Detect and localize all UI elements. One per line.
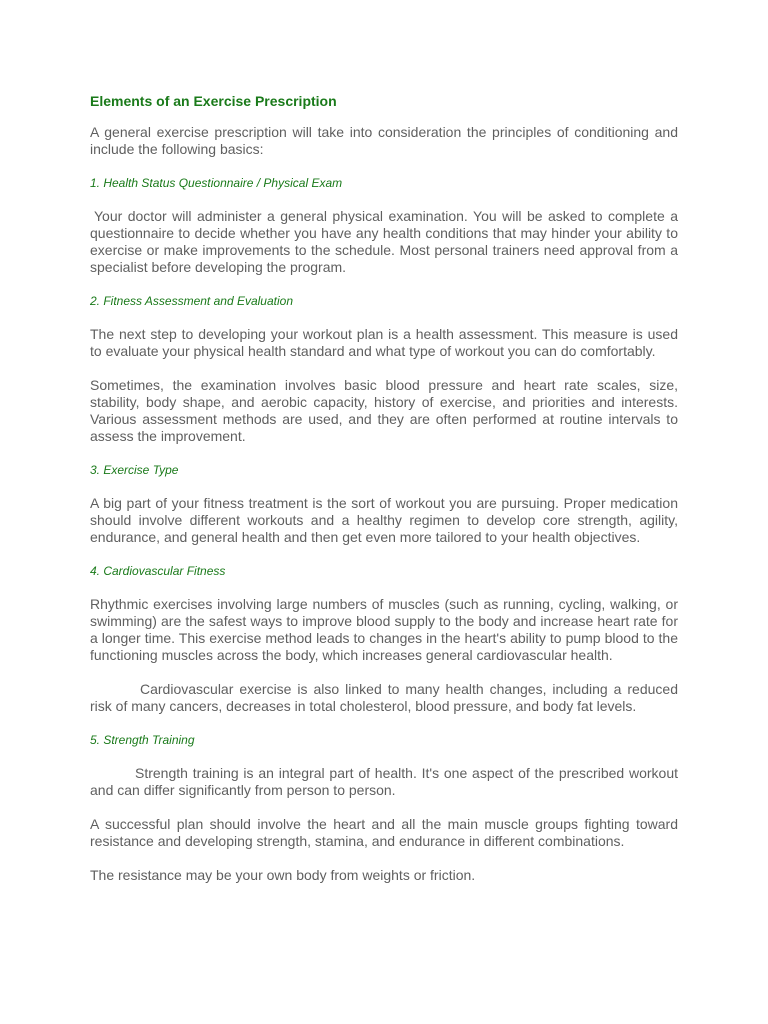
- section-paragraph: The resistance may be your own body from weights or friction.: [90, 867, 476, 883]
- section-paragraph: A big part of your fitness treatment is the sort of workout you are pursuing. Proper medication should involve different workouts and a healthy regimen to develop core strength, agility, endurance, and general health and then get even more tailored to your health objectives.: [90, 495, 678, 545]
- section-heading-exercise-type: 3. Exercise Type: [90, 463, 179, 477]
- document-body: [90, 92, 678, 901]
- section-heading-fitness-assessment: 2. Fitness Assessment and Evaluation: [90, 294, 293, 308]
- section-heading-cardiovascular-fitness: 4. Cardiovascular Fitness: [90, 564, 226, 578]
- section-paragraph: Strength training is an integral part of health. It's one aspect of the prescribed workout and can differ significantly from person to person.: [90, 765, 678, 798]
- document-title: Elements of an Exercise Prescription: [90, 93, 337, 109]
- section-heading-health-status: 1. Health Status Questionnaire / Physical Exam: [90, 176, 343, 190]
- intro-paragraph: A general exercise prescription will take into consideration the principles of conditioning and include the following basics:: [90, 124, 678, 157]
- section-paragraph: Sometimes, the examination involves basic blood pressure and heart rate scales, size, stability, body shape, and aerobic capacity, history of exercise, and priorities and interests. Various assessment methods are used, and they are often performed at routine intervals to assess the improvement.: [90, 377, 678, 444]
- section-heading-strength-training: 5. Strength Training: [90, 733, 195, 747]
- section-paragraph: Cardiovascular exercise is also linked to many health changes, including a reduced risk of many cancers, decreases in total cholesterol, blood pressure, and body fat levels.: [90, 681, 678, 714]
- section-paragraph: A successful plan should involve the heart and all the main muscle groups fighting toward resistance and developing strength, stamina, and endurance in different combinations.: [90, 816, 678, 849]
- section-paragraph: Rhythmic exercises involving large numbers of muscles (such as running, cycling, walking, or swimming) are the safest ways to improve blood supply to the body and increase heart rate for a longer time. This exercise method leads to changes in the heart's ability to pump blood to the functioning muscles across the body, which increases general cardiovascular health.: [90, 596, 678, 663]
- section-paragraph: Your doctor will administer a general physical examination. You will be asked to complete a questionnaire to decide whether you have any health conditions that may hinder your ability to exercise or make improvements to the schedule. Most personal trainers need approval from a specialist before developing the program.: [90, 208, 678, 275]
- section-paragraph: The next step to developing your workout plan is a health assessment. This measure is used to evaluate your physical health standard and what type of workout you can do comfortably.: [90, 326, 678, 359]
